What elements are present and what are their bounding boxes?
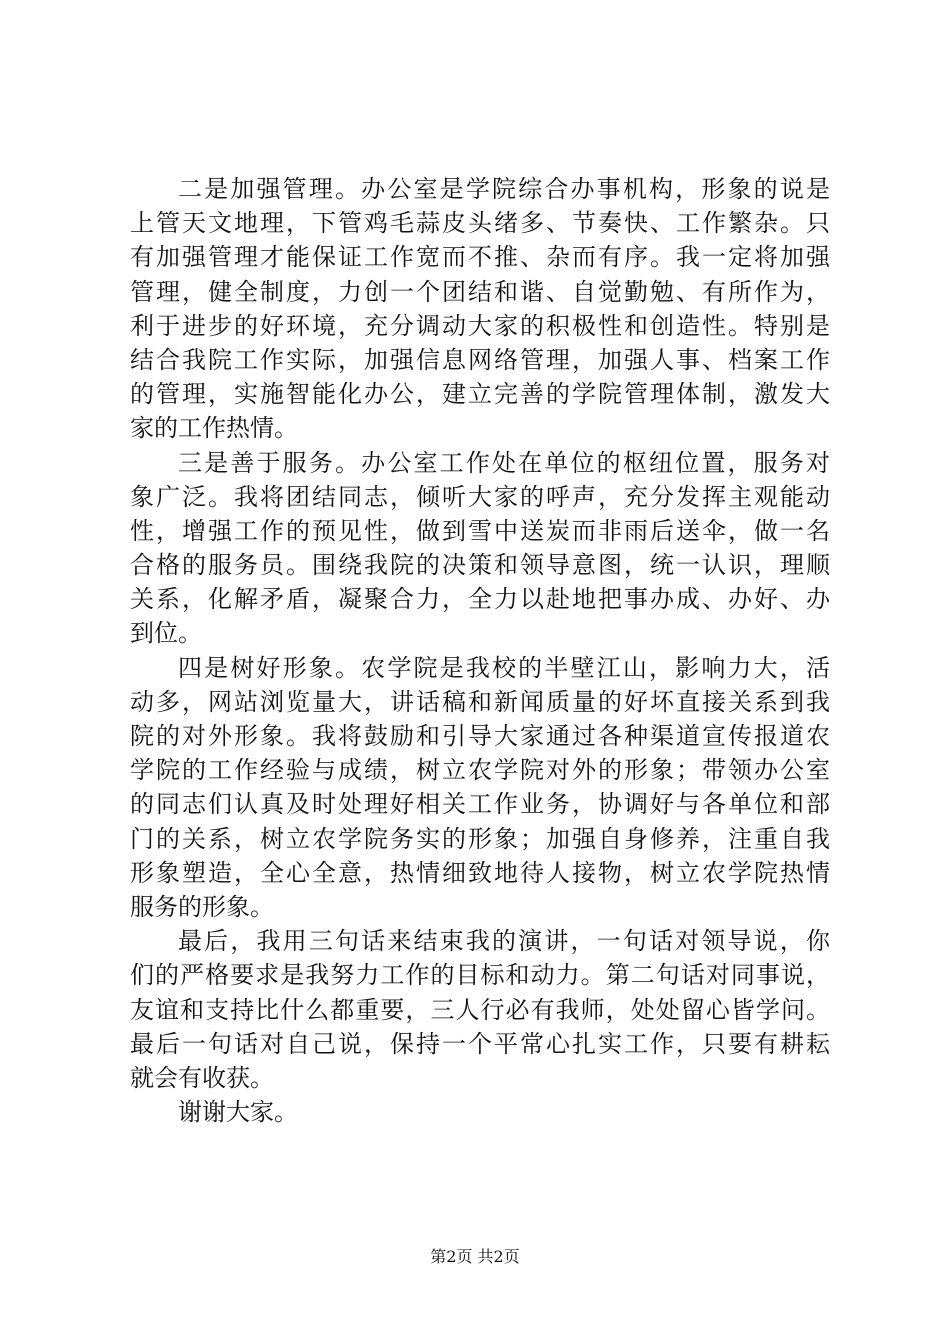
text-line: 利于进步的好环境，充分调动大家的积极性和创造性。特别是 — [130, 311, 830, 340]
text-line: 二是加强管理。办公室是学院综合办事机构，形象的说是 — [178, 175, 830, 203]
paragraph — [130, 1095, 830, 1129]
text-line: 学院的工作经验与成绩，树立农学院对外的形象；带领办公室 — [130, 756, 830, 785]
paragraph — [130, 651, 830, 925]
text-line: 最后，我用三句话来结束我的演讲，一句话对领导说，你 — [178, 927, 830, 956]
text-line: 们的严格要求是我努力工作的目标和动力。第二句话对同事说， — [130, 961, 830, 990]
text-line: 结合我院工作实际，加强信息网络管理，加强人事、档案工作 — [130, 345, 830, 374]
text-line: 到位。 — [130, 619, 202, 648]
text-line: 管理，健全制度，力创一个团结和谐、自觉勤勉、有所作为， — [130, 277, 830, 306]
text-line: 性，增强工作的预见性，做到雪中送炭而非雨后送伞，做一名 — [130, 516, 830, 545]
text-line: 有加强管理才能保证工作宽而不推、杂而有序。我一定将加强 — [130, 243, 830, 272]
text-line: 院的对外形象。我将鼓励和引导大家通过各种渠道宣传报道农 — [130, 722, 830, 750]
text-line: 的管理，实施智能化办公，建立完善的学院管理体制，激发大 — [130, 380, 830, 409]
text-line: 三是善于服务。办公室工作处在单位的枢纽位置，服务对 — [178, 448, 830, 477]
text-line: 形象塑造，全心全意，热情细致地待人接物，树立农学院热情 — [130, 858, 830, 887]
paragraph — [130, 924, 830, 1095]
page-footer — [0, 1244, 950, 1267]
text-line: 家的工作热情。 — [130, 414, 298, 443]
document-body — [130, 172, 830, 1129]
paragraph — [130, 172, 830, 446]
text-line: 四是树好形象。农学院是我校的半壁江山，影响力大，活 — [178, 653, 830, 682]
text-line: 上管天文地理，下管鸡毛蒜皮头绪多、节奏快、工作繁杂。只 — [130, 209, 830, 238]
text-line: 最后一句话对自己说，保持一个平常心扎实工作，只要有耕耘 — [130, 1029, 830, 1058]
text-line: 合格的服务员。围绕我院的决策和领导意图，统一认识，理顺 — [130, 551, 830, 580]
text-line: 的同志们认真及时处理好相关工作业务，协调好与各单位和部 — [130, 790, 830, 819]
text-line: 友谊和支持比什么都重要，三人行必有我师，处处留心皆学问。 — [130, 995, 830, 1024]
text-line: 就会有收获。 — [130, 1063, 274, 1092]
text-line: 关系，化解矛盾，凝聚合力，全力以赴地把事办成、办好、办 — [130, 585, 830, 614]
paragraph — [130, 446, 830, 651]
text-line: 象广泛。我将团结同志，倾听大家的呼声，充分发挥主观能动 — [130, 482, 830, 511]
text-line: 服务的形象。 — [130, 892, 274, 921]
page-number: 第2页 共2页 — [430, 1247, 520, 1266]
text-line: 动多，网站浏览量大，讲话稿和新闻质量的好坏直接关系到我 — [130, 687, 830, 716]
text-line: 谢谢大家。 — [178, 1098, 298, 1127]
text-line: 门的关系，树立农学院务实的形象；加强自身修养，注重自我 — [130, 824, 830, 853]
